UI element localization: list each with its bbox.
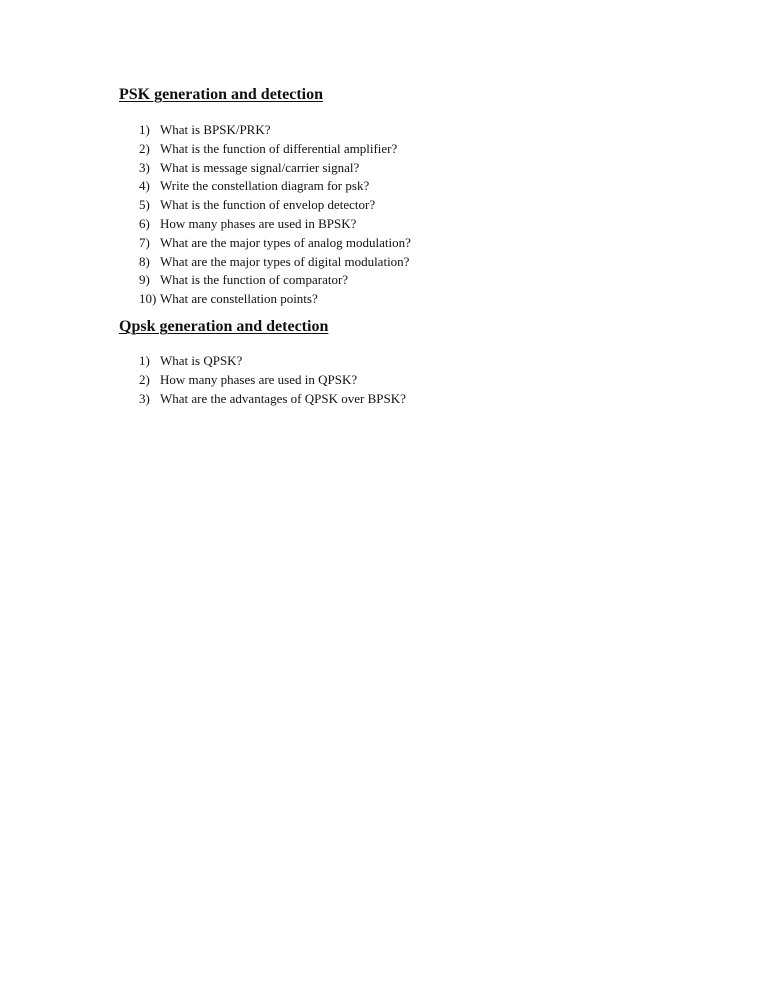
question-list-psk: [139, 121, 411, 309]
list-item: [139, 290, 411, 309]
question-number: 7): [139, 234, 150, 250]
question-number: 10): [139, 291, 157, 307]
question-list-qpsk: [139, 352, 406, 408]
question-text: What are the advantages of QPSK over BPSK?: [160, 390, 406, 406]
question-number: 6): [139, 215, 150, 231]
list-item: [139, 253, 411, 272]
question-text: What is the function of differential amplifier?: [160, 140, 398, 156]
question-text: What are the major types of digital modulation?: [160, 253, 410, 269]
list-item: [139, 390, 406, 409]
list-item: [139, 121, 411, 140]
question-number: 2): [139, 140, 150, 156]
list-item: [139, 159, 411, 178]
question-number: 5): [139, 197, 150, 213]
question-text: What are constellation points?: [160, 291, 318, 307]
question-number: 1): [139, 353, 150, 368]
question-number: 2): [139, 371, 150, 387]
list-item: [139, 215, 411, 234]
question-text: What is the function of envelop detector?: [160, 197, 376, 213]
question-number: 8): [139, 253, 150, 269]
question-text: What is the function of comparator?: [160, 272, 349, 288]
section-heading-psk: PSK generation and detection: [119, 86, 323, 103]
question-text: How many phases are used in QPSK?: [160, 371, 358, 387]
question-text: How many phases are used in BPSK?: [160, 215, 357, 231]
list-item: [139, 196, 411, 215]
list-item: [139, 352, 406, 371]
question-number: 9): [139, 272, 150, 288]
section-heading-qpsk: Qpsk generation and detection: [119, 318, 329, 335]
question-text: What are the major types of analog modulation?: [160, 234, 411, 250]
question-number: 4): [139, 178, 150, 194]
question-number: 3): [139, 390, 150, 406]
list-item: [139, 371, 406, 390]
list-item: [139, 271, 411, 290]
list-item: [139, 177, 411, 196]
question-text: What is message signal/carrier signal?: [160, 159, 360, 175]
question-text: Write the constellation diagram for psk?: [160, 178, 370, 194]
question-text: What is QPSK?: [160, 353, 243, 368]
question-number: 1): [139, 122, 150, 137]
question-number: 3): [139, 159, 150, 175]
list-item: [139, 234, 411, 253]
question-text: What is BPSK/PRK?: [160, 122, 271, 137]
list-item: [139, 140, 411, 159]
